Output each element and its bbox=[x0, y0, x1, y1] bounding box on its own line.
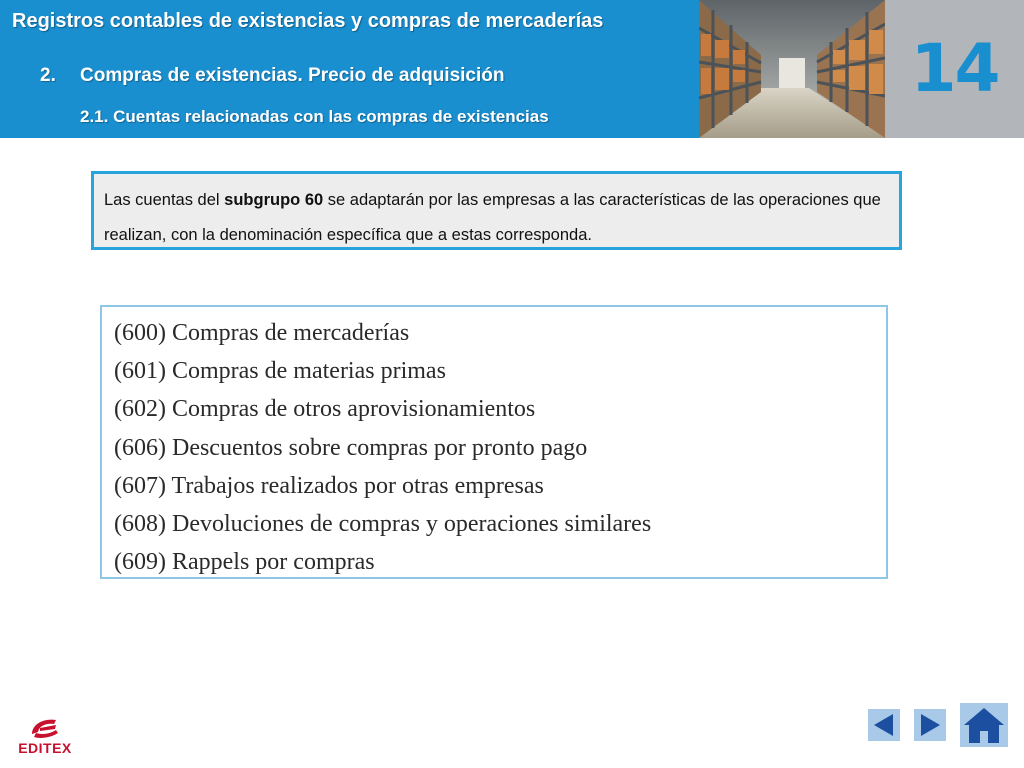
section-title: Compras de existencias. Precio de adquisición bbox=[80, 65, 505, 86]
next-button[interactable] bbox=[914, 709, 946, 741]
info-text bbox=[104, 183, 889, 253]
editex-logo-mark bbox=[10, 712, 80, 742]
house-icon bbox=[960, 703, 1008, 747]
account-item: (602) Compras de otros aprovisionamientos bbox=[114, 396, 536, 423]
logo-text: EDITEX bbox=[18, 740, 72, 756]
triangle-left-icon bbox=[868, 709, 900, 741]
info-text-bold: subgrupo 60 bbox=[224, 191, 324, 209]
triangle-right-icon bbox=[914, 709, 946, 741]
page-title: Registros contables de existencias y compras de mercaderías bbox=[12, 10, 604, 32]
account-item: (601) Compras de materias primas bbox=[114, 358, 446, 385]
chapter-number: 14 bbox=[910, 30, 999, 107]
subsection-heading: 2.1. Cuentas relacionadas con las compras de existencias bbox=[80, 107, 549, 126]
editex-logo bbox=[10, 712, 80, 760]
info-box bbox=[91, 171, 902, 250]
account-item: (600) Compras de mercaderías bbox=[114, 320, 410, 346]
accounts-list bbox=[100, 305, 888, 579]
account-item: (607) Trabajos realizados por otras empresas bbox=[114, 472, 544, 499]
section-heading bbox=[40, 65, 505, 87]
info-text-start: Las cuentas del bbox=[104, 191, 225, 209]
chapter-box bbox=[885, 0, 1024, 138]
header-banner bbox=[0, 0, 1024, 138]
account-item: (608) Devoluciones de compras y operaciones similares bbox=[114, 510, 652, 537]
account-item: (609) Rappels por compras bbox=[114, 549, 375, 576]
info-text-end: se adaptarán por las empresas a las características de las operaciones que realizan, con la denominación específica que a estas corresponda. bbox=[104, 191, 881, 244]
account-item: (606) Descuentos sobre compras por pronto pago bbox=[114, 434, 588, 461]
section-number: 2. bbox=[40, 65, 56, 86]
previous-button[interactable] bbox=[868, 709, 900, 741]
warehouse-image bbox=[699, 0, 885, 138]
home-button[interactable] bbox=[960, 703, 1008, 747]
